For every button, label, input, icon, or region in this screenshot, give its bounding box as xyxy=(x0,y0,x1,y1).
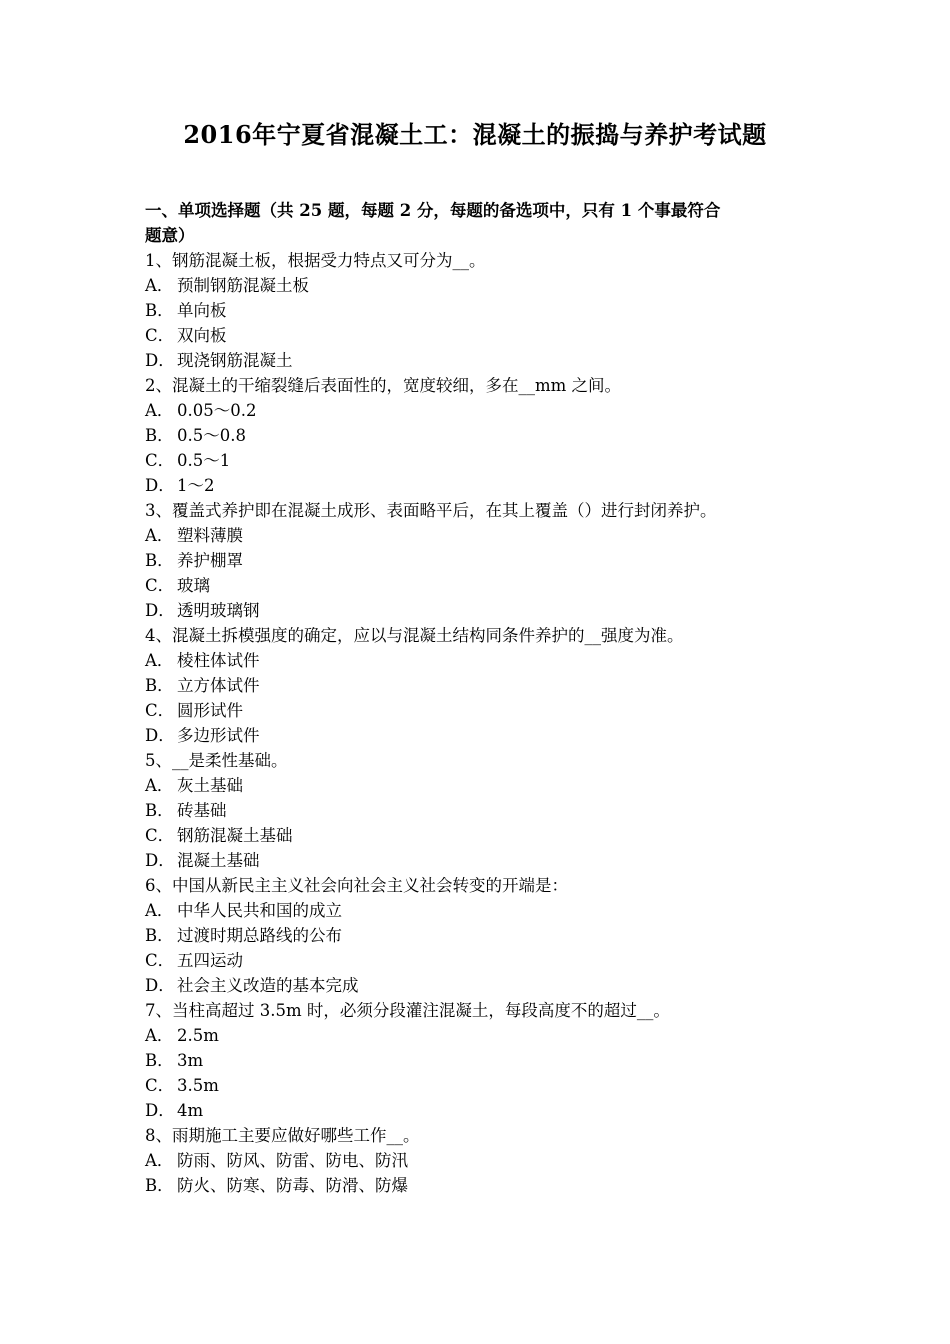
answer-option xyxy=(145,973,815,998)
option-letter: D． xyxy=(145,601,175,620)
question-stem: 3、覆盖式养护即在混凝土成形、表面略平后，在其上覆盖（）进行封闭养护。 xyxy=(145,501,717,520)
option-text: 预制钢筋混凝土板 xyxy=(177,276,309,295)
answer-option xyxy=(145,398,815,423)
option-letter: C． xyxy=(145,701,175,720)
section-heading-line: 题意） xyxy=(145,226,195,245)
option-letter: C． xyxy=(145,576,175,595)
answer-option xyxy=(145,448,815,473)
option-text: 五四运动 xyxy=(177,951,243,970)
answer-option xyxy=(145,1148,815,1173)
option-letter: B． xyxy=(145,926,174,945)
option-letter: C． xyxy=(145,451,175,470)
option-letter: C． xyxy=(145,951,175,970)
question-stem: 5、__是柔性基础。 xyxy=(145,751,288,770)
answer-option xyxy=(145,848,815,873)
option-text: 中华人民共和国的成立 xyxy=(177,901,342,920)
section-heading-line: 一、单项选择题（共 25 题，每题 2 分，每题的备选项中，只有 1 个事最符合 xyxy=(145,201,721,220)
answer-option xyxy=(145,523,815,548)
option-letter: B． xyxy=(145,801,174,820)
question-stem: 4、混凝土拆模强度的确定，应以与混凝土结构同条件养护的__强度为准。 xyxy=(145,626,684,645)
answer-option xyxy=(145,1098,815,1123)
option-letter: B． xyxy=(145,426,174,445)
question-stem: 2、混凝土的干缩裂缝后表面性的，宽度较细，多在__mm 之间。 xyxy=(145,376,622,395)
option-text: 双向板 xyxy=(177,326,227,345)
answer-option xyxy=(145,898,815,923)
option-text: 透明玻璃钢 xyxy=(177,601,260,620)
answer-option xyxy=(145,1048,815,1073)
answer-option xyxy=(145,1173,815,1198)
option-text: 混凝土基础 xyxy=(177,851,260,870)
option-letter: A． xyxy=(145,1026,174,1045)
answer-option xyxy=(145,273,815,298)
question-stem: 1、钢筋混凝土板，根据受力特点又可分为__。 xyxy=(145,251,486,270)
option-text: 圆形试件 xyxy=(177,701,243,720)
option-text: 3m xyxy=(177,1051,204,1070)
question-stem: 8、雨期施工主要应做好哪些工作__。 xyxy=(145,1126,420,1145)
option-text: 1～2 xyxy=(177,476,215,495)
question-list xyxy=(145,248,815,1198)
question-stem: 6、中国从新民主主义社会向社会主义社会转变的开端是： xyxy=(145,876,568,895)
option-letter: A． xyxy=(145,401,174,420)
answer-option xyxy=(145,1073,815,1098)
option-text: 多边形试件 xyxy=(177,726,260,745)
answer-option xyxy=(145,598,815,623)
answer-option xyxy=(145,473,815,498)
option-letter: B． xyxy=(145,551,174,570)
option-text: 现浇钢筋混凝土 xyxy=(177,351,293,370)
option-letter: D． xyxy=(145,476,175,495)
option-text: 立方体试件 xyxy=(177,676,260,695)
option-letter: C． xyxy=(145,826,175,845)
option-letter: B． xyxy=(145,676,174,695)
document-title: 2016年宁夏省混凝土工：混凝土的振捣与养护考试题 xyxy=(183,120,767,149)
answer-option xyxy=(145,673,815,698)
option-text: 过渡时期总路线的公布 xyxy=(177,926,342,945)
answer-option xyxy=(145,773,815,798)
answer-option xyxy=(145,298,815,323)
option-text: 0.5～0.8 xyxy=(177,426,246,445)
option-letter: D． xyxy=(145,351,175,370)
option-text: 4m xyxy=(177,1101,204,1120)
option-letter: B． xyxy=(145,1176,174,1195)
answer-option xyxy=(145,798,815,823)
option-text: 0.5～1 xyxy=(177,451,231,470)
option-letter: D． xyxy=(145,1101,175,1120)
answer-option xyxy=(145,548,815,573)
section-heading xyxy=(145,198,815,248)
option-text: 玻璃 xyxy=(177,576,210,595)
option-text: 防雨、防风、防雷、防电、防汛 xyxy=(177,1151,408,1170)
answer-option xyxy=(145,648,815,673)
option-letter: C． xyxy=(145,1076,175,1095)
option-text: 防火、防寒、防毒、防滑、防爆 xyxy=(177,1176,408,1195)
answer-option xyxy=(145,923,815,948)
option-text: 0.05～0.2 xyxy=(177,401,257,420)
option-text: 社会主义改造的基本完成 xyxy=(177,976,359,995)
option-letter: D． xyxy=(145,726,175,745)
option-letter: C． xyxy=(145,326,175,345)
option-text: 塑料薄膜 xyxy=(177,526,243,545)
answer-option xyxy=(145,948,815,973)
answer-option xyxy=(145,423,815,448)
option-text: 灰土基础 xyxy=(177,776,243,795)
option-text: 养护棚罩 xyxy=(177,551,243,570)
answer-option xyxy=(145,573,815,598)
option-letter: A． xyxy=(145,526,174,545)
answer-option xyxy=(145,348,815,373)
option-text: 钢筋混凝土基础 xyxy=(177,826,293,845)
option-letter: D． xyxy=(145,851,175,870)
option-letter: B． xyxy=(145,1051,174,1070)
question-stem: 7、当柱高超过 3.5m 时，必须分段灌注混凝土，每段高度不的超过__。 xyxy=(145,1001,670,1020)
option-text: 3.5m xyxy=(177,1076,219,1095)
option-text: 2.5m xyxy=(177,1026,219,1045)
option-text: 砖基础 xyxy=(177,801,227,820)
option-letter: A． xyxy=(145,901,174,920)
option-letter: A． xyxy=(145,1151,174,1170)
option-letter: A． xyxy=(145,276,174,295)
option-letter: D． xyxy=(145,976,175,995)
answer-option xyxy=(145,698,815,723)
option-text: 单向板 xyxy=(177,301,227,320)
option-letter: A． xyxy=(145,776,174,795)
answer-option xyxy=(145,723,815,748)
option-text: 棱柱体试件 xyxy=(177,651,260,670)
option-letter: A． xyxy=(145,651,174,670)
answer-option xyxy=(145,323,815,348)
answer-option xyxy=(145,1023,815,1048)
option-letter: B． xyxy=(145,301,174,320)
answer-option xyxy=(145,823,815,848)
